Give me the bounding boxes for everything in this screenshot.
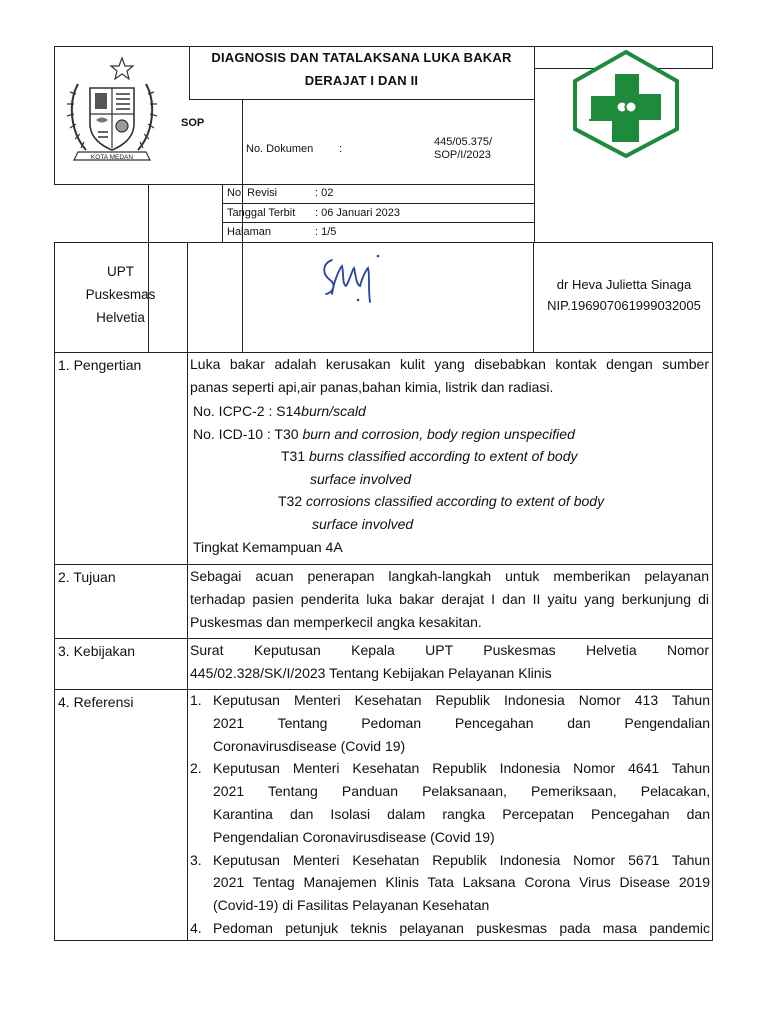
list-item-number: 3. xyxy=(190,851,202,868)
t31-desc: burns classified according to extent of body xyxy=(309,448,578,464)
rule xyxy=(54,242,713,243)
no-dokumen-colon: : xyxy=(339,143,343,155)
list-item-line: Pedoman petunjuk teknis pelayanan puskesmas pada masa pandemic xyxy=(213,919,710,936)
list-item-line: (Covid-19) di Fasilitas Pelayanan Kesehatan xyxy=(213,897,490,914)
icd-label: No. ICD-10 : T30 xyxy=(193,426,303,442)
list-item-line: 2021 Tentag Manajemen Klinis Tata Laksana Corona Virus Disease 2019 xyxy=(213,874,710,891)
halaman-value: : 1/5 xyxy=(315,226,337,238)
icd-row xyxy=(193,426,575,443)
list-item xyxy=(189,689,710,757)
list-item-line: 2021 Tentang Panduan Pelaksanaan, Pemeriksaan, Pelacakan, xyxy=(213,783,710,800)
kebijakan-body xyxy=(190,639,709,685)
icd-desc: burn and corrosion, body region unspecified xyxy=(302,426,575,442)
puskesmas-logo xyxy=(567,48,685,160)
tanggal-terbit-value: : 06 Januari 2023 xyxy=(315,207,401,219)
document-title-line2: DERAJAT I DAN II xyxy=(304,73,419,88)
document-title-line1: DIAGNOSIS DAN TATALAKSANA LUKA BAKAR xyxy=(211,50,512,65)
halaman-label: Halaman xyxy=(227,226,272,238)
no-revisi-label: No. Revisi xyxy=(227,187,278,199)
crest-ribbon-text: KOTA MEDAN xyxy=(90,154,134,161)
rule xyxy=(534,46,535,242)
list-item-line: Keputusan Menteri Kesehatan Republik Indonesia Nomor 4641 Tahun xyxy=(213,760,710,777)
icpc-desc: burn/scald xyxy=(301,403,366,419)
org-line3: Helvetia xyxy=(96,310,145,325)
rule xyxy=(222,184,223,242)
rule xyxy=(54,242,55,940)
tujuan-line3: Puskesmas dan memperkecil angka kesakitan. xyxy=(190,613,482,630)
rule xyxy=(54,184,534,185)
rule xyxy=(533,242,534,352)
rule xyxy=(187,242,188,940)
rule xyxy=(54,46,713,47)
list-item-line: Coronavirusdisease (Covid 19) xyxy=(213,737,406,754)
t32-code: T32 xyxy=(278,493,307,509)
icpc-row xyxy=(193,403,366,420)
no-revisi-value: : 02 xyxy=(315,187,334,199)
list-item-line: Keputusan Menteri Kesehatan Republik Indonesia Nomor 413 Tahun xyxy=(213,692,710,708)
tujuan-body xyxy=(190,565,709,633)
rule xyxy=(712,242,713,940)
pengertian-line2: panas seperti api,air panas,bahan kimia, listrik dan radiasi. xyxy=(190,378,554,395)
referensi-list xyxy=(189,689,710,940)
list-item-line: Karantina dan Isolasi dalam rangka Percepatan Pencegahan dan xyxy=(213,805,710,822)
t31-code: T31 xyxy=(281,448,310,464)
kebijakan-line2: 445/02.328/SK/I/2023 Tentang Kebijakan Pelayanan Klinis xyxy=(190,664,552,681)
list-item xyxy=(189,757,710,848)
t31-row xyxy=(281,448,578,465)
list-item-number: 2. xyxy=(190,760,202,777)
list-item-line: Keputusan Menteri Kesehatan Republik Indonesia Nomor 5671 Tahun xyxy=(213,851,710,868)
rule xyxy=(54,940,713,941)
signatory-nip: NIP.196907061999032005 xyxy=(547,298,701,313)
kebijakan-label: 3. Kebijakan xyxy=(58,643,136,659)
icpc-label: No. ICPC-2 : S14 xyxy=(193,403,302,419)
rule xyxy=(222,203,534,204)
t32-desc: corrosions classified according to extent of body xyxy=(306,493,605,509)
list-item-line: Pengendalian Coronavirusdisease (Covid 19) xyxy=(213,828,495,845)
org-line1: UPT xyxy=(107,264,134,279)
signature xyxy=(318,250,394,308)
pengertian-label: 1. Pengertian xyxy=(58,357,142,373)
tujuan-line2: terhadap pasien penderita luka bakar derajat I dan II yaitu yang berkunjung di xyxy=(190,590,709,607)
list-item xyxy=(189,849,710,917)
list-item-number: 1. xyxy=(190,692,202,708)
list-item xyxy=(189,917,710,940)
referensi-label: 4. Referensi xyxy=(58,694,134,710)
list-item-line: 2021 Tentang Pedoman Pencegahan dan Pengendalian xyxy=(213,714,710,731)
no-dokumen-value-line1: 445/05.375/ xyxy=(434,136,493,148)
tujuan-line1: Sebagai acuan penerapan langkah-langkah untuk memberikan pelayanan xyxy=(190,568,709,584)
t31-desc-line2: surface involved xyxy=(310,471,412,487)
t32-row xyxy=(278,493,604,510)
rule xyxy=(222,222,534,223)
pengertian-body xyxy=(190,353,709,399)
signatory-name: dr Heva Julietta Sinaga xyxy=(556,277,692,292)
t32-desc-line2: surface involved xyxy=(312,516,414,532)
sop-label: SOP xyxy=(181,117,205,129)
kota-medan-crest-logo xyxy=(64,54,160,172)
pengertian-line1: Luka bakar adalah kerusakan kulit yang disebabkan kontak dengan sumber xyxy=(190,356,709,372)
tujuan-label: 2. Tujuan xyxy=(58,569,116,585)
rule xyxy=(712,46,713,68)
rule xyxy=(54,46,55,184)
tanggal-terbit-label: Tanggal Terbit xyxy=(227,207,296,219)
no-dokumen-value-line2: SOP/I/2023 xyxy=(434,149,491,161)
kebijakan-line1: Surat Keputusan Kepala UPT Puskesmas Helvetia Nomor xyxy=(190,642,709,658)
no-dokumen-label: No. Dokumen xyxy=(246,143,314,155)
org-line2: Puskesmas xyxy=(85,287,156,302)
tingkat-kemampuan: Tingkat Kemampuan 4A xyxy=(193,539,343,555)
list-item-number: 4. xyxy=(190,919,202,936)
rule xyxy=(189,99,534,100)
